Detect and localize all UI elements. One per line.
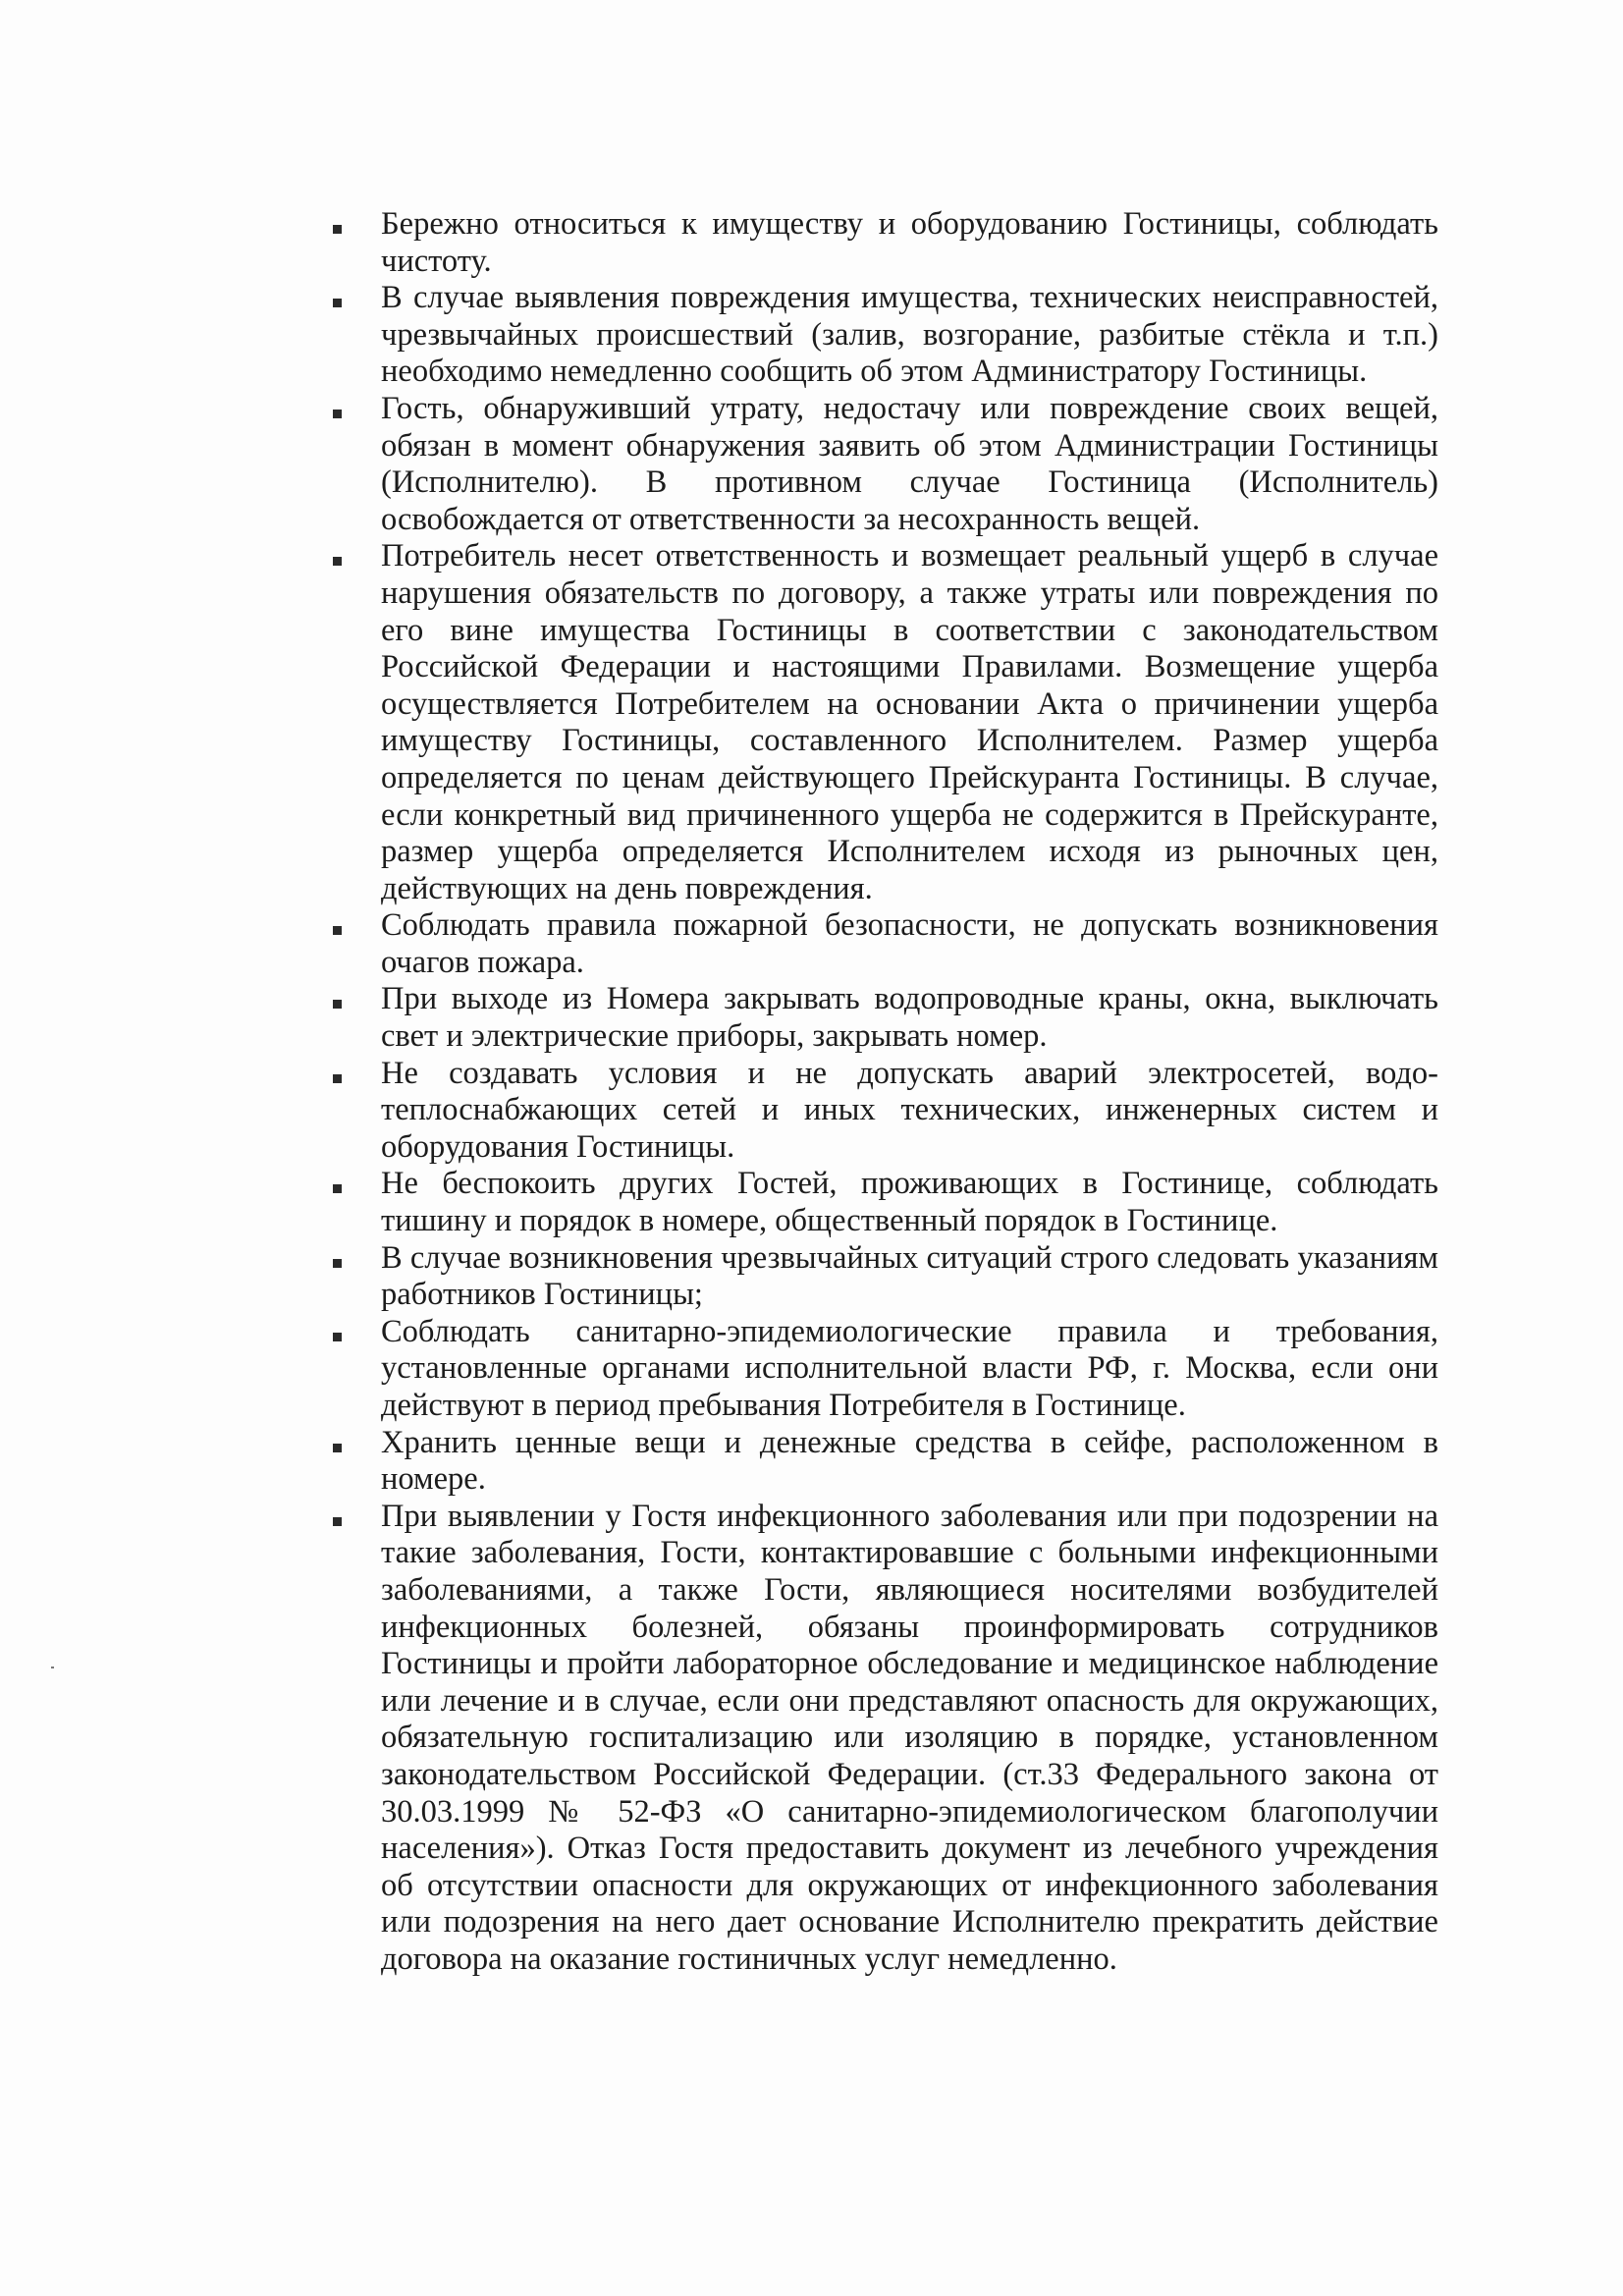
rule-text: Бережно относиться к имуществу и оборудованию Гостиницы, соблюдать чистоту. (381, 206, 1438, 279)
square-bullet-icon (333, 299, 342, 307)
square-bullet-icon (333, 926, 342, 935)
rule-text: В случае возникновения чрезвычайных ситуаций строго следовать указаниям работников Гостиницы; (381, 1239, 1438, 1313)
square-bullet-icon (333, 1517, 342, 1526)
square-bullet-icon (333, 1444, 342, 1452)
square-bullet-icon (333, 557, 342, 566)
rule-item (329, 1425, 1438, 1499)
rule-item (329, 1056, 1438, 1167)
rule-item (329, 538, 1438, 907)
square-bullet-icon (333, 1074, 342, 1083)
rule-item (329, 1240, 1438, 1314)
rule-text: При выходе из Номера закрывать водопроводные краны, окна, выключать свет и электрические приборы, закрывать номер. (381, 981, 1438, 1055)
rule-item (329, 1166, 1438, 1239)
rule-text: Потребитель несет ответственность и возмещает реальный ущерб в случае нарушения обязательств по договору, а также утраты или повреждения по его вине имущества Гостиницы в соответствии с законодательством Российской Федерации и настоящими Правилами. Возмещение ущерба осуществляется Потребителем на основании Акта о причинении ущерба имуществу Гостиницы, составленного Исполнителем. Размер ущерба определяется по ценам действующего Прейскуранта Гостиницы. В случае, если конкретный вид причиненного ущерба не содержится в Прейскуранте, размер ущерба определяется Исполнителем исходя из рыночных цен, действующих на день повреждения. (381, 538, 1438, 906)
square-bullet-icon (333, 1333, 342, 1341)
rule-item (329, 981, 1438, 1055)
square-bullet-icon (333, 1000, 342, 1009)
rule-text: В случае выявления повреждения имущества, технических неисправностей, чрезвычайных происшествий (залив, возгорание, разбитые стёкла и т.п.) необходимо немедленно сообщить об этом Администратору Гостиницы. (381, 280, 1438, 390)
rule-text: Гость, обнаруживший утрату, недостачу или повреждение своих вещей, обязан в момент обнаружения заявить об этом Администрации Гостиницы (Исполнителю). В противном случае Гостиница (Исполнитель) освобождается от ответственности за несохранность вещей. (381, 390, 1438, 537)
rule-text: Не беспокоить других Гостей, проживающих в Гостинице, соблюдать тишину и порядок в номере, общественный порядок в Гостинице. (381, 1166, 1438, 1239)
scan-speck (51, 1667, 54, 1668)
square-bullet-icon (333, 1259, 342, 1268)
rule-item (329, 1314, 1438, 1425)
square-bullet-icon (333, 1184, 342, 1193)
rule-item (329, 280, 1438, 391)
rule-text: При выявлении у Гостя инфекционного заболевания или при подозрении на такие заболевания, Гости, контактировавшие с больными инфекционными заболеваниями, а также Гости, являющиеся носителями возбудителей инфекционных болезней, обязаны проинформировать сотрудников Гостиницы и пройти лабораторное обследование и медицинское наблюдение или лечение и в случае, если они представляют опасность для окружающих, обязательную госпитализацию или изоляцию в порядке, установленном законодательством Российской Федерации. (ст.33 Федерального закона от 30.03.1999 № 52-ФЗ «О санитарно-эпидемиологическом благополучии населения»). Отказ Гостя предоставить документ из лечебного учреждения об отсутствии опасности для окружающих от инфекционного заболевания или подозрения на него дает основание Исполнителю прекратить действие договора на оказание гостиничных услуг немедленно. (381, 1498, 1438, 1977)
rule-text: Соблюдать правила пожарной безопасности, не допускать возникновения очагов пожара. (381, 907, 1438, 980)
square-bullet-icon (333, 410, 342, 418)
square-bullet-icon (333, 225, 342, 234)
rule-item (329, 391, 1438, 538)
rule-text: Хранить ценные вещи и денежные средства в сейфе, расположенном в номере. (381, 1424, 1438, 1498)
rules-list (329, 206, 1438, 1979)
rule-item (329, 206, 1438, 280)
rule-item (329, 907, 1438, 981)
rule-item (329, 1499, 1438, 1979)
rule-text: Соблюдать санитарно-эпидемиологические правила и требования, установленные органами исполнительной власти РФ, г. Москва, если они действуют в период пребывания Потребителя в Гостинице. (381, 1313, 1438, 1423)
rule-text: Не создавать условия и не допускать аварий электросетей, водо-теплоснабжающих сетей и иных технических, инженерных систем и оборудования Гостиницы. (381, 1055, 1438, 1165)
